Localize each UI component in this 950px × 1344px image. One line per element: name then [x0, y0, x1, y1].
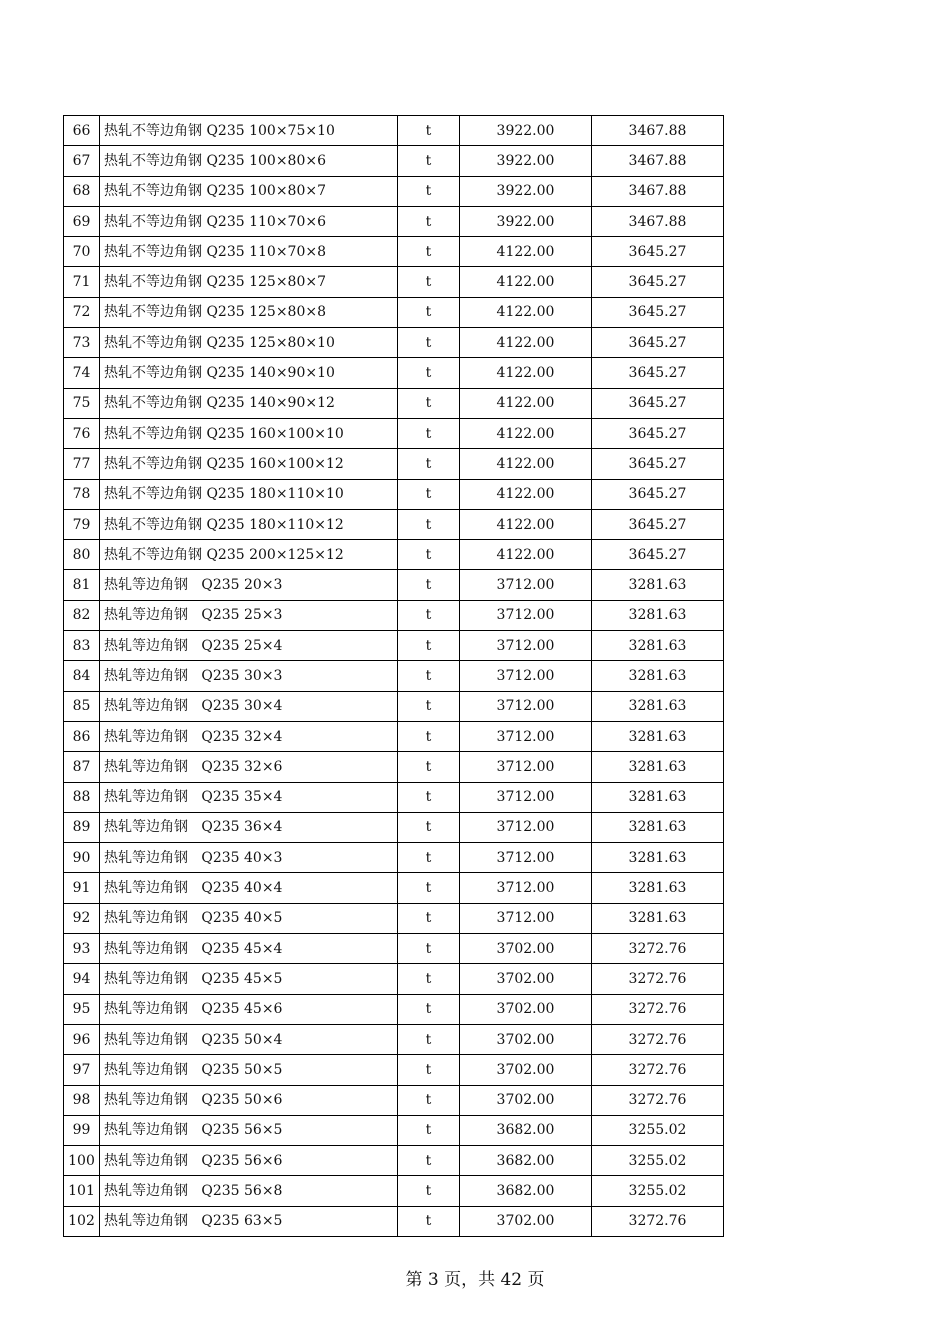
row-number: 89	[64, 812, 100, 842]
unit-cell: t	[398, 782, 460, 812]
material-name: 热轧等边角钢 Q235 25×3	[100, 600, 398, 630]
price-tax-excluded: 3272.76	[592, 1206, 724, 1236]
table-row	[64, 146, 724, 176]
row-number: 76	[64, 418, 100, 448]
price-tax-excluded: 3281.63	[592, 843, 724, 873]
row-number: 73	[64, 328, 100, 358]
material-name: 热轧等边角钢 Q235 30×3	[100, 661, 398, 691]
price-tax-included: 4122.00	[460, 449, 592, 479]
row-number: 98	[64, 1085, 100, 1115]
price-tax-excluded: 3645.27	[592, 297, 724, 327]
row-number: 96	[64, 1024, 100, 1054]
price-tax-included: 4122.00	[460, 418, 592, 448]
price-tax-excluded: 3467.88	[592, 146, 724, 176]
unit-cell: t	[398, 267, 460, 297]
unit-cell: t	[398, 994, 460, 1024]
row-number: 77	[64, 449, 100, 479]
row-number: 78	[64, 479, 100, 509]
table-row	[64, 267, 724, 297]
price-tax-included: 3702.00	[460, 1206, 592, 1236]
price-tax-excluded: 3255.02	[592, 1176, 724, 1206]
price-tax-excluded: 3281.63	[592, 903, 724, 933]
row-number: 79	[64, 509, 100, 539]
row-number: 87	[64, 752, 100, 782]
material-name: 热轧不等边角钢 Q235 125×80×7	[100, 267, 398, 297]
material-name: 热轧不等边角钢 Q235 110×70×6	[100, 206, 398, 236]
unit-cell: t	[398, 146, 460, 176]
table-row	[64, 752, 724, 782]
table-row	[64, 873, 724, 903]
price-tax-included: 3712.00	[460, 570, 592, 600]
row-number: 97	[64, 1055, 100, 1085]
unit-cell: t	[398, 691, 460, 721]
price-tax-excluded: 3645.27	[592, 328, 724, 358]
price-tax-included: 3922.00	[460, 116, 592, 146]
table-row	[64, 903, 724, 933]
material-name: 热轧等边角钢 Q235 45×6	[100, 994, 398, 1024]
price-tax-excluded: 3467.88	[592, 176, 724, 206]
price-tax-included: 3712.00	[460, 903, 592, 933]
price-tax-included: 4122.00	[460, 509, 592, 539]
price-tax-excluded: 3281.63	[592, 812, 724, 842]
price-tax-included: 3922.00	[460, 146, 592, 176]
price-tax-included: 3702.00	[460, 934, 592, 964]
table-row	[64, 812, 724, 842]
price-tax-excluded: 3281.63	[592, 600, 724, 630]
price-tax-excluded: 3281.63	[592, 782, 724, 812]
material-name: 热轧等边角钢 Q235 20×3	[100, 570, 398, 600]
unit-cell: t	[398, 964, 460, 994]
row-number: 68	[64, 176, 100, 206]
row-number: 92	[64, 903, 100, 933]
table-row	[64, 418, 724, 448]
price-tax-excluded: 3645.27	[592, 237, 724, 267]
unit-cell: t	[398, 1146, 460, 1176]
price-tax-included: 4122.00	[460, 237, 592, 267]
price-tax-excluded: 3272.76	[592, 934, 724, 964]
unit-cell: t	[398, 479, 460, 509]
table-row	[64, 509, 724, 539]
unit-cell: t	[398, 418, 460, 448]
material-name: 热轧等边角钢 Q235 32×6	[100, 752, 398, 782]
row-number: 101	[64, 1176, 100, 1206]
table-row	[64, 631, 724, 661]
row-number: 90	[64, 843, 100, 873]
table-row	[64, 782, 724, 812]
row-number: 66	[64, 116, 100, 146]
row-number: 99	[64, 1115, 100, 1145]
material-name: 热轧等边角钢 Q235 25×4	[100, 631, 398, 661]
price-tax-included: 3682.00	[460, 1115, 592, 1145]
row-number: 85	[64, 691, 100, 721]
material-name: 热轧等边角钢 Q235 56×6	[100, 1146, 398, 1176]
table-row	[64, 843, 724, 873]
row-number: 86	[64, 721, 100, 751]
price-tax-excluded: 3281.63	[592, 873, 724, 903]
price-tax-included: 3702.00	[460, 964, 592, 994]
price-tax-excluded: 3272.76	[592, 1085, 724, 1115]
table-row	[64, 1024, 724, 1054]
price-tax-excluded: 3272.76	[592, 1055, 724, 1085]
price-tax-included: 3712.00	[460, 873, 592, 903]
price-tax-excluded: 3281.63	[592, 721, 724, 751]
price-tax-included: 3702.00	[460, 1085, 592, 1115]
price-tax-included: 3712.00	[460, 843, 592, 873]
unit-cell: t	[398, 449, 460, 479]
price-tax-included: 4122.00	[460, 358, 592, 388]
price-tax-excluded: 3645.27	[592, 449, 724, 479]
price-tax-excluded: 3281.63	[592, 691, 724, 721]
unit-cell: t	[398, 1206, 460, 1236]
table-row	[64, 1206, 724, 1236]
price-tax-excluded: 3272.76	[592, 964, 724, 994]
table-row	[64, 116, 724, 146]
price-tax-included: 4122.00	[460, 267, 592, 297]
row-number: 67	[64, 146, 100, 176]
price-tax-excluded: 3281.63	[592, 631, 724, 661]
row-number: 82	[64, 600, 100, 630]
unit-cell: t	[398, 631, 460, 661]
row-number: 84	[64, 661, 100, 691]
price-tax-excluded: 3272.76	[592, 1024, 724, 1054]
price-tax-included: 3712.00	[460, 631, 592, 661]
table-row	[64, 661, 724, 691]
unit-cell: t	[398, 237, 460, 267]
unit-cell: t	[398, 1085, 460, 1115]
price-table	[63, 115, 724, 1237]
price-tax-excluded: 3645.27	[592, 388, 724, 418]
table-row	[64, 237, 724, 267]
unit-cell: t	[398, 1024, 460, 1054]
material-name: 热轧等边角钢 Q235 40×3	[100, 843, 398, 873]
material-name: 热轧不等边角钢 Q235 110×70×8	[100, 237, 398, 267]
row-number: 102	[64, 1206, 100, 1236]
price-tax-included: 3712.00	[460, 782, 592, 812]
table-row	[64, 934, 724, 964]
unit-cell: t	[398, 570, 460, 600]
row-number: 100	[64, 1146, 100, 1176]
price-tax-included: 4122.00	[460, 297, 592, 327]
unit-cell: t	[398, 873, 460, 903]
price-tax-included: 4122.00	[460, 540, 592, 570]
row-number: 83	[64, 631, 100, 661]
table-row	[64, 600, 724, 630]
price-tax-excluded: 3645.27	[592, 267, 724, 297]
unit-cell: t	[398, 1115, 460, 1145]
material-name: 热轧等边角钢 Q235 45×5	[100, 964, 398, 994]
price-tax-included: 3922.00	[460, 206, 592, 236]
price-tax-included: 3682.00	[460, 1146, 592, 1176]
price-tax-included: 3682.00	[460, 1176, 592, 1206]
table-row	[64, 721, 724, 751]
material-name: 热轧等边角钢 Q235 32×4	[100, 721, 398, 751]
material-name: 热轧不等边角钢 Q235 180×110×12	[100, 509, 398, 539]
material-name: 热轧不等边角钢 Q235 160×100×10	[100, 418, 398, 448]
row-number: 95	[64, 994, 100, 1024]
price-tax-included: 3712.00	[460, 812, 592, 842]
price-tax-excluded: 3255.02	[592, 1115, 724, 1145]
table-row	[64, 570, 724, 600]
unit-cell: t	[398, 328, 460, 358]
row-number: 75	[64, 388, 100, 418]
table-row	[64, 994, 724, 1024]
material-name: 热轧不等边角钢 Q235 100×80×6	[100, 146, 398, 176]
material-name: 热轧等边角钢 Q235 40×5	[100, 903, 398, 933]
material-name: 热轧等边角钢 Q235 36×4	[100, 812, 398, 842]
row-number: 93	[64, 934, 100, 964]
price-tax-excluded: 3645.27	[592, 509, 724, 539]
material-name: 热轧等边角钢 Q235 40×4	[100, 873, 398, 903]
row-number: 70	[64, 237, 100, 267]
price-tax-excluded: 3281.63	[592, 661, 724, 691]
unit-cell: t	[398, 934, 460, 964]
price-tax-included: 3702.00	[460, 1055, 592, 1085]
unit-cell: t	[398, 600, 460, 630]
unit-cell: t	[398, 812, 460, 842]
price-tax-excluded: 3467.88	[592, 116, 724, 146]
price-tax-included: 3922.00	[460, 176, 592, 206]
price-tax-excluded: 3645.27	[592, 479, 724, 509]
table-row	[64, 1085, 724, 1115]
price-tax-included: 3712.00	[460, 600, 592, 630]
price-tax-excluded: 3645.27	[592, 540, 724, 570]
unit-cell: t	[398, 388, 460, 418]
price-tax-excluded: 3645.27	[592, 358, 724, 388]
price-tax-included: 3712.00	[460, 661, 592, 691]
material-name: 热轧不等边角钢 Q235 100×75×10	[100, 116, 398, 146]
material-name: 热轧不等边角钢 Q235 125×80×10	[100, 328, 398, 358]
unit-cell: t	[398, 358, 460, 388]
unit-cell: t	[398, 752, 460, 782]
price-tax-excluded: 3255.02	[592, 1146, 724, 1176]
table-row	[64, 964, 724, 994]
material-name: 热轧不等边角钢 Q235 140×90×12	[100, 388, 398, 418]
price-tax-included: 4122.00	[460, 388, 592, 418]
table-row	[64, 328, 724, 358]
unit-cell: t	[398, 116, 460, 146]
row-number: 94	[64, 964, 100, 994]
material-name: 热轧等边角钢 Q235 50×5	[100, 1055, 398, 1085]
material-name: 热轧不等边角钢 Q235 100×80×7	[100, 176, 398, 206]
price-tax-excluded: 3272.76	[592, 994, 724, 1024]
material-name: 热轧等边角钢 Q235 35×4	[100, 782, 398, 812]
row-number: 88	[64, 782, 100, 812]
unit-cell: t	[398, 1176, 460, 1206]
unit-cell: t	[398, 206, 460, 236]
table-row	[64, 388, 724, 418]
unit-cell: t	[398, 297, 460, 327]
unit-cell: t	[398, 1055, 460, 1085]
material-name: 热轧不等边角钢 Q235 160×100×12	[100, 449, 398, 479]
table-body	[64, 116, 724, 1237]
unit-cell: t	[398, 903, 460, 933]
price-tax-included: 4122.00	[460, 328, 592, 358]
page-number-footer: 第 3 页，共 42 页	[405, 1270, 545, 1290]
row-number: 69	[64, 206, 100, 236]
row-number: 81	[64, 570, 100, 600]
row-number: 91	[64, 873, 100, 903]
material-name: 热轧不等边角钢 Q235 180×110×10	[100, 479, 398, 509]
price-tax-included: 3712.00	[460, 691, 592, 721]
table-row	[64, 358, 724, 388]
unit-cell: t	[398, 661, 460, 691]
material-name: 热轧不等边角钢 Q235 125×80×8	[100, 297, 398, 327]
price-tax-excluded: 3467.88	[592, 206, 724, 236]
table-row	[64, 1176, 724, 1206]
unit-cell: t	[398, 540, 460, 570]
material-name: 热轧等边角钢 Q235 56×5	[100, 1115, 398, 1145]
table-row	[64, 297, 724, 327]
unit-cell: t	[398, 509, 460, 539]
table-row	[64, 479, 724, 509]
price-tax-included: 3712.00	[460, 752, 592, 782]
price-tax-excluded: 3645.27	[592, 418, 724, 448]
unit-cell: t	[398, 721, 460, 751]
table-row	[64, 1146, 724, 1176]
price-tax-included: 3702.00	[460, 994, 592, 1024]
table-row	[64, 206, 724, 236]
material-name: 热轧等边角钢 Q235 50×6	[100, 1085, 398, 1115]
price-tax-excluded: 3281.63	[592, 752, 724, 782]
table-row	[64, 176, 724, 206]
price-tax-included: 3712.00	[460, 721, 592, 751]
material-name: 热轧等边角钢 Q235 30×4	[100, 691, 398, 721]
price-tax-excluded: 3281.63	[592, 570, 724, 600]
table-row	[64, 540, 724, 570]
row-number: 71	[64, 267, 100, 297]
material-name: 热轧等边角钢 Q235 50×4	[100, 1024, 398, 1054]
material-name: 热轧等边角钢 Q235 56×8	[100, 1176, 398, 1206]
table-row	[64, 691, 724, 721]
price-tax-included: 4122.00	[460, 479, 592, 509]
material-name: 热轧不等边角钢 Q235 140×90×10	[100, 358, 398, 388]
table-row	[64, 449, 724, 479]
material-name: 热轧等边角钢 Q235 45×4	[100, 934, 398, 964]
row-number: 74	[64, 358, 100, 388]
unit-cell: t	[398, 843, 460, 873]
table-row	[64, 1115, 724, 1145]
table-row	[64, 1055, 724, 1085]
unit-cell: t	[398, 176, 460, 206]
material-name: 热轧等边角钢 Q235 63×5	[100, 1206, 398, 1236]
material-name: 热轧不等边角钢 Q235 200×125×12	[100, 540, 398, 570]
row-number: 72	[64, 297, 100, 327]
row-number: 80	[64, 540, 100, 570]
price-tax-included: 3702.00	[460, 1024, 592, 1054]
